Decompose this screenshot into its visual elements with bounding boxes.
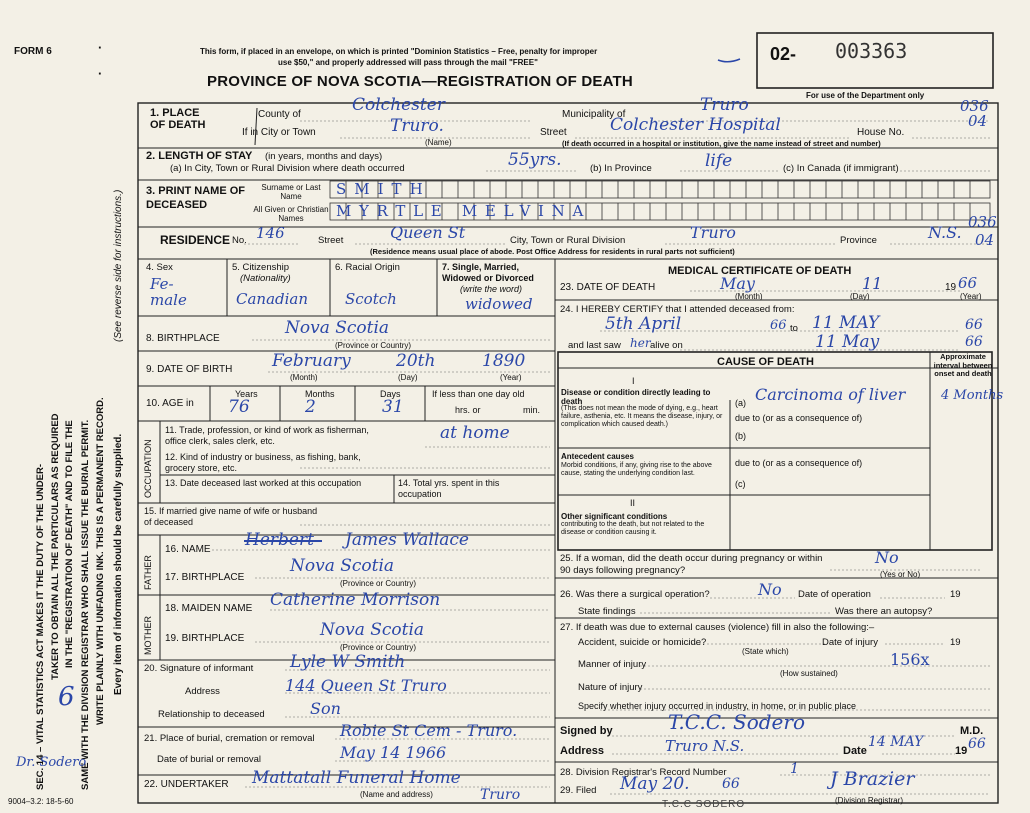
- statute-notice: TAKER TO OBTAIN ALL THE PARTICULARS AS REQUIRED: [50, 413, 61, 680]
- filed-year: 66: [722, 776, 740, 792]
- marital-label: 7. Single, Married, Widowed or Divorced: [442, 262, 534, 283]
- dob-day: 20th: [396, 351, 436, 371]
- father-bp-caption: (Province or Country): [340, 579, 417, 588]
- death-month-cap: (Month): [735, 292, 763, 301]
- statute-notice: IN THE "REGISTRATION OF DEATH" AND TO FILE THE: [64, 420, 75, 668]
- year-caption: (Year): [500, 373, 522, 382]
- mother-bp-value: Nova Scotia: [320, 620, 425, 640]
- cause-b-letter: (b): [735, 431, 746, 441]
- race-value: Scotch: [345, 290, 397, 308]
- age-label: 10. AGE in: [146, 398, 194, 409]
- due-to-c-label: due to (or as a consequence of): [735, 458, 863, 468]
- statute-notice: SAME WITH THE DIVISION REGISTRAR WHO SHALL ISSUE THE BURIAL PERMIT.: [80, 419, 91, 790]
- mother-side-label: MOTHER: [143, 616, 153, 655]
- hospital-note: (If death occurred in a hospital or institution, give the name instead of street and number): [562, 139, 881, 148]
- mail-notice: This form, if placed in an envelope, on which is printed "Dominion Statistics – Free, penalty for improper: [200, 47, 598, 56]
- death-19: 19: [945, 282, 957, 293]
- occ-11-value: at home: [440, 423, 510, 443]
- burial-date-value: May 14 1966: [340, 743, 447, 762]
- county-value: Colchester: [352, 95, 445, 115]
- cause-title: CAUSE OF DEATH: [717, 356, 814, 368]
- birthplace-label: 8. BIRTHPLACE: [146, 333, 220, 344]
- undertaker-town: Truro: [480, 787, 521, 803]
- res-province-label: Province: [840, 235, 877, 246]
- antecedent-note: Morbid conditions, if any, giving rise to the above cause, stating the underlying condition last.: [561, 462, 712, 477]
- print-name-label: 3. PRINT NAME OF DECEASED: [146, 185, 246, 211]
- other-conditions-note: contributing to the death, but not related to the disease or condition causing it.: [561, 521, 705, 536]
- burial-date-label: Date of burial or removal: [157, 754, 262, 765]
- occupation-side-label: OCCUPATION: [143, 439, 153, 498]
- sex-value: Fe-male: [150, 275, 187, 309]
- cause-a-letter: (a): [735, 398, 746, 408]
- mother-name-value: Catherine Morrison: [270, 590, 441, 610]
- stay-a-label: (a) In City, Town or Rural Division where death occurred: [170, 163, 405, 174]
- manner-mark: 156x: [890, 650, 930, 669]
- day-caption: (Day): [398, 373, 418, 382]
- informant-signature: Lyle W Smith: [290, 652, 406, 672]
- injury-19: 19: [950, 637, 961, 648]
- city-label: If in City or Town: [242, 127, 316, 138]
- relationship-label: Relationship to deceased: [158, 709, 265, 720]
- days-value: 31: [382, 397, 404, 417]
- margin-name: Dr. Sodero: [16, 755, 87, 770]
- record-number-value: 1: [790, 761, 799, 777]
- dot-mark: ·: [98, 40, 103, 55]
- death-date-label: 23. DATE OF DEATH: [560, 282, 656, 293]
- disease-label: Disease or condition directly leading to death: [561, 388, 711, 406]
- attend-to: 11 MAY: [812, 313, 880, 333]
- months-value: 2: [305, 397, 316, 417]
- cause-a-value: Carcinoma of liver: [755, 385, 906, 404]
- antecedent-label: Antecedent causes: [561, 452, 634, 461]
- state-findings-label: State findings: [578, 606, 636, 617]
- undertaker-value: Mattatall Funeral Home: [252, 768, 461, 788]
- alive-on-label: alive on: [650, 340, 683, 351]
- relationship-value: Son: [310, 699, 341, 718]
- stay-label: 2. LENGTH OF STAY: [146, 150, 253, 162]
- disease-note: (This does not mean the mode of dying, e.g., heart failure, asthenia, etc. It means the disease, injury, or complication which caused death.): [561, 405, 723, 428]
- street-value: Colchester Hospital: [610, 115, 781, 135]
- form-title: PROVINCE OF NOVA SCOTIA—REGISTRATION OF DEATH: [207, 73, 633, 90]
- informant-sig-label: 20. Signature of informant: [144, 663, 254, 674]
- father-side-label: FATHER: [143, 555, 153, 590]
- roman-two: II: [630, 498, 636, 508]
- res-code: 036: [968, 213, 997, 231]
- less-than-day-label: If less than one day old: [432, 389, 525, 399]
- citizenship-sub: (Nationality): [240, 273, 291, 284]
- stay-sublabel: (in years, months and days): [265, 151, 383, 162]
- city-value: Truro.: [390, 116, 444, 136]
- father-bp-label: 17. BIRTHPLACE: [165, 572, 245, 583]
- res-city-label: City, Town or Rural Division: [510, 235, 626, 246]
- marital-sub: (write the word): [460, 284, 523, 294]
- physician-signature: T.C.C. Sodero: [668, 710, 805, 734]
- name-caption: (Name): [425, 138, 452, 147]
- undertaker-label: 22. UNDERTAKER: [144, 779, 229, 790]
- res-province-value: N.S.: [928, 223, 962, 242]
- occ-13-label: 13. Date deceased last worked at this occupation: [165, 478, 362, 488]
- res-city-value: Truro: [690, 223, 736, 242]
- spouse-label: 15. If married give name of wife or husband of deceased: [144, 506, 318, 527]
- house-label: House No.: [857, 127, 905, 138]
- medical-cert-title: MEDICAL CERTIFICATE OF DEATH: [668, 265, 852, 277]
- pregnancy-value: No: [875, 548, 899, 567]
- res-code: 04: [975, 231, 995, 249]
- hrs-label: hrs. or: [455, 405, 481, 415]
- dob-month: February: [272, 351, 351, 371]
- years-value: 76: [228, 397, 250, 417]
- occ-11-label: 11. Trade, profession, or kind of work as fisherman, office clerk, sales clerk, etc.: [165, 425, 369, 446]
- street-label: Street: [540, 127, 567, 138]
- filed-label: 29. Filed: [560, 785, 597, 796]
- form-code: 9004–3.2: 18-5-60: [8, 797, 74, 806]
- last-saw-her: her: [630, 336, 651, 350]
- roman-one: I: [632, 376, 635, 386]
- manner-label: Manner of injury: [578, 659, 647, 670]
- given-names-label: All Given or Christian Names: [253, 205, 329, 223]
- surgery-question: 26. Was there a surgical operation?: [560, 589, 710, 600]
- citizenship-value: Canadian: [236, 290, 309, 308]
- given-names-value: MYRTLE MELVINA: [336, 202, 591, 220]
- father-name-value: James Wallace: [345, 530, 469, 550]
- other-conditions-label: Other significant conditions: [561, 512, 668, 521]
- death-year: 66: [958, 274, 978, 292]
- state-which-caption: (State which): [742, 647, 789, 656]
- accident-label: Accident, suicide or homicide?: [578, 637, 707, 648]
- registrar-caption: (Division Registrar): [835, 796, 904, 805]
- cert-date: 14 MAY: [868, 734, 924, 750]
- undertaker-caption: (Name and address): [360, 790, 433, 799]
- dot-mark: ·: [98, 66, 103, 81]
- mother-name-label: 18. MAIDEN NAME: [165, 603, 253, 614]
- reverse-side-note: (See reverse side for instructions.): [113, 189, 124, 342]
- res-street-value: Queen St: [390, 223, 466, 242]
- county-label: County of: [258, 109, 301, 120]
- last-saw-date: 11 May: [815, 332, 880, 352]
- race-label: 6. Racial Origin: [335, 262, 400, 273]
- attend-from: 5th April: [605, 314, 682, 334]
- min-label: min.: [523, 405, 541, 415]
- birthplace-caption: (Province or Country): [335, 341, 412, 350]
- municipality-value: Truro: [700, 95, 749, 115]
- surname-label: Surname or Last Name: [261, 183, 321, 201]
- mail-notice: use $50," and properly addressed will pass through the mail "FREE": [278, 58, 538, 67]
- registration-prefix: 02-: [770, 44, 797, 64]
- how-sustained-caption: (How sustained): [780, 669, 838, 678]
- form-number: FORM 6: [14, 46, 52, 57]
- res-no-value: 146: [256, 224, 285, 242]
- dept-code: 04: [968, 112, 988, 130]
- attend-to-year: 66: [965, 317, 983, 333]
- record-number-label: 28. Division Registrar's Record Number: [560, 767, 727, 778]
- stay-b-value: life: [705, 151, 733, 171]
- stay-a-value: 55yrs.: [508, 150, 562, 170]
- operation-19: 19: [950, 589, 961, 600]
- res-no-label: No.: [232, 235, 247, 246]
- registration-number: 003363: [835, 39, 908, 63]
- burial-place-value: Robie St Cem - Truro.: [340, 721, 518, 740]
- father-name-label: 16. NAME: [165, 544, 211, 555]
- physician-address-label: Address: [560, 745, 605, 757]
- md-label: M.D.: [960, 725, 984, 737]
- death-day-cap: (Day): [850, 292, 870, 301]
- father-struck-name: Herbert: [245, 530, 314, 550]
- days-label: Days: [380, 389, 401, 399]
- registrar-signature: J Brazier: [830, 768, 915, 790]
- cert-19: 19: [955, 745, 968, 757]
- cert-year: 66: [968, 736, 986, 752]
- printed-physician-name: T.C.C SODERO: [662, 799, 746, 810]
- statute-notice: SEC. 14 – VITAL STATISTICS ACT MAKES IT THE DUTY OF THE UNDER-: [35, 463, 46, 790]
- interval-a-value: 4 Months: [941, 388, 1004, 403]
- birthplace-value: Nova Scotia: [285, 318, 390, 338]
- death-year-cap: (Year): [960, 292, 982, 301]
- specify-label: Specify whether injury occurred in industry, in home, or in public place: [578, 701, 856, 711]
- months-label: Months: [305, 389, 335, 399]
- due-to-b-label: due to (or as a consequence of): [735, 413, 863, 423]
- injury-date-label: Date of injury: [822, 637, 878, 648]
- statute-notice: WRITE PLAINLY WITH UNFADING INK. THIS IS A PERMANENT RECORD.: [95, 397, 106, 725]
- external-causes-label: 27. If death was due to external causes (violence) fill in also the following:–: [560, 622, 875, 633]
- operation-date-label: Date of operation: [798, 589, 871, 600]
- informant-address-label: Address: [185, 686, 220, 697]
- dept-use-label: For use of the Department only: [806, 91, 925, 100]
- physician-address: Truro N.S.: [665, 737, 745, 755]
- mother-bp-caption: (Province or Country): [340, 643, 417, 652]
- sex-label: 4. Sex: [146, 262, 173, 273]
- interval-label: Approximate interval between onset and death: [933, 352, 993, 378]
- dob-year: 1890: [482, 351, 526, 371]
- res-street-label: Street: [318, 235, 344, 246]
- stay-b-label: (b) In Province: [590, 163, 652, 174]
- cause-c-letter: (c): [735, 479, 746, 489]
- place-label: 1. PLACE OF DEATH: [150, 107, 206, 131]
- surname-value: SMITH: [336, 180, 431, 198]
- last-saw-year: 66: [965, 334, 983, 350]
- residence-note: (Residence means usual place of abode. Post Office Address for residents in rural parts not sufficient): [370, 247, 735, 256]
- citizenship-label: 5. Citizenship: [232, 262, 290, 273]
- stay-c-label: (c) In Canada (if immigrant): [783, 163, 899, 174]
- burial-place-label: 21. Place of burial, cremation or removal: [144, 733, 315, 744]
- residence-label: RESIDENCE: [160, 233, 231, 247]
- signed-by-label: Signed by: [560, 725, 613, 737]
- pregnancy-question: 25. If a woman, did the death occur during pregnancy or within 90 days following pregnancy?: [560, 553, 823, 576]
- last-saw-label: and last saw: [568, 340, 621, 351]
- marital-value: widowed: [465, 295, 533, 313]
- cert-date-label: Date: [843, 745, 867, 757]
- autopsy-label: Was there an autopsy?: [835, 606, 933, 617]
- filed-value: May 20.: [620, 774, 690, 794]
- father-bp-value: Nova Scotia: [290, 556, 395, 576]
- informant-address: 144 Queen St Truro: [285, 676, 447, 695]
- attend-label: 24. I HEREBY CERTIFY that I attended deceased from:: [560, 304, 795, 315]
- death-month: May: [720, 274, 755, 293]
- attend-to-label: to: [790, 323, 798, 334]
- surgery-value: No: [758, 580, 782, 599]
- margin-mark: 6: [58, 682, 75, 712]
- municipality-label: Municipality of: [562, 109, 626, 120]
- occ-12-label: 12. Kind of industry or business, as fishing, bank, grocery store, etc.: [165, 452, 361, 473]
- info-notice: Every item of information should be carefully supplied.: [113, 433, 124, 695]
- dob-label: 9. DATE OF BIRTH: [146, 364, 233, 375]
- occ-14-label: 14. Total yrs. spent in this occupation: [398, 478, 500, 499]
- pregnancy-caption: (Yes or No): [880, 570, 921, 579]
- nature-label: Nature of injury: [578, 682, 643, 693]
- month-caption: (Month): [290, 373, 318, 382]
- attend-from-year: 66: [770, 318, 787, 333]
- years-label: Years: [235, 389, 258, 399]
- death-day: 11: [862, 274, 883, 293]
- dept-code: 036: [960, 97, 989, 115]
- mother-bp-label: 19. BIRTHPLACE: [165, 633, 245, 644]
